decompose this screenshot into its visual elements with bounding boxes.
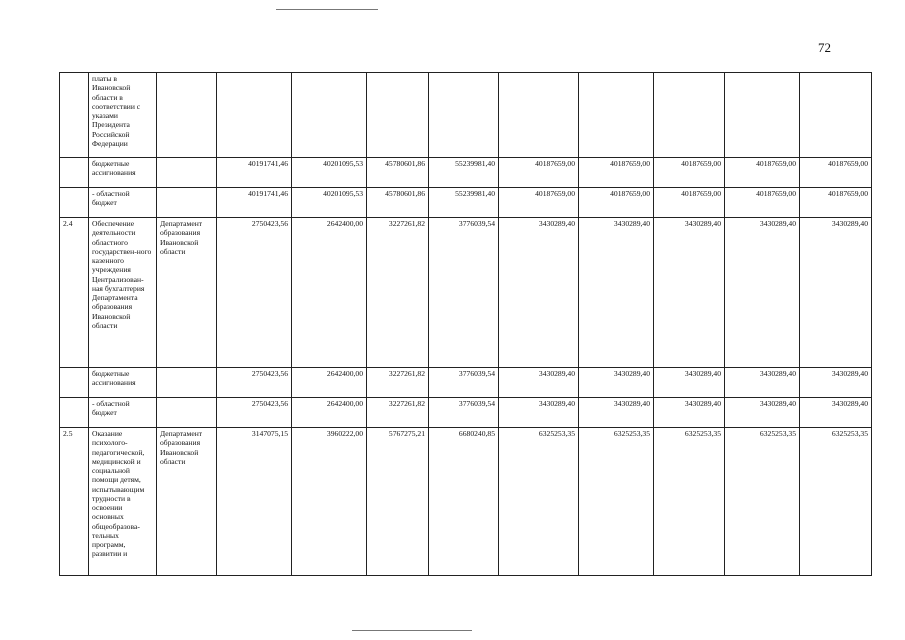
amount-cell: 3430289,40 <box>725 398 800 428</box>
amount-cell: 3227261,82 <box>367 218 429 368</box>
amount-cell <box>367 73 429 158</box>
amount-cell <box>217 73 292 158</box>
header-rule <box>276 9 378 10</box>
amount-cell: 40187659,00 <box>654 188 725 218</box>
amount-cell: 3430289,40 <box>654 368 725 398</box>
amount-cell: 6325253,35 <box>579 428 654 576</box>
item-name-cell <box>89 158 157 188</box>
amount-cell: 3430289,40 <box>579 368 654 398</box>
amount-cell: 3430289,40 <box>579 398 654 428</box>
item-code-cell <box>60 368 89 398</box>
amount-cell: 55239981,40 <box>429 188 499 218</box>
item-name-text: бюджетные ассигнования <box>92 369 136 388</box>
amount-cell: 2750423,56 <box>217 218 292 368</box>
amount-cell: 40187659,00 <box>654 158 725 188</box>
amount-cell <box>429 73 499 158</box>
amount-cell: 2750423,56 <box>217 368 292 398</box>
amount-cell: 40187659,00 <box>579 188 654 218</box>
item-code-cell <box>60 188 89 218</box>
amount-cell: 6680240,85 <box>429 428 499 576</box>
amount-cell: 6325253,35 <box>725 428 800 576</box>
executor-cell <box>157 398 217 428</box>
amount-cell <box>800 73 872 158</box>
amount-cell: 45780601,86 <box>367 188 429 218</box>
amount-cell: 5767275,21 <box>367 428 429 576</box>
amount-cell: 3430289,40 <box>499 218 579 368</box>
amount-cell: 6325253,35 <box>654 428 725 576</box>
amount-cell <box>292 73 367 158</box>
amount-cell: 3430289,40 <box>654 398 725 428</box>
amount-cell <box>725 73 800 158</box>
budget-table <box>59 72 872 576</box>
amount-cell: 3430289,40 <box>654 218 725 368</box>
amount-cell: 3776039,54 <box>429 368 499 398</box>
executor-cell <box>157 428 217 576</box>
executor-cell <box>157 158 217 188</box>
amount-cell: 40187659,00 <box>579 158 654 188</box>
footer-rule <box>352 630 472 631</box>
amount-cell: 2642400,00 <box>292 218 367 368</box>
amount-cell: 3430289,40 <box>800 398 872 428</box>
amount-cell: 40201095,53 <box>292 158 367 188</box>
table-row <box>60 73 872 158</box>
item-code-cell <box>60 398 89 428</box>
amount-cell: 3227261,82 <box>367 398 429 428</box>
amount-cell: 3430289,40 <box>725 218 800 368</box>
item-code-cell <box>60 158 89 188</box>
table-row <box>60 428 872 576</box>
amount-cell: 40187659,00 <box>499 158 579 188</box>
executor-cell <box>157 368 217 398</box>
item-name-cell <box>89 368 157 398</box>
amount-cell: 3430289,40 <box>800 218 872 368</box>
item-code-cell: 2.5 <box>60 428 89 576</box>
item-code-cell <box>60 73 89 158</box>
amount-cell: 40187659,00 <box>499 188 579 218</box>
amount-cell: 40191741,46 <box>217 158 292 188</box>
amount-cell: 3776039,54 <box>429 218 499 368</box>
executor-cell <box>157 73 217 158</box>
item-name-text: Оказание психолого-педагогической, медицинской и социальной помощи детям, испытывающим трудности в освоении основных общеобразова-тельных программ, развитии и <box>92 429 145 559</box>
amount-cell: 2750423,56 <box>217 398 292 428</box>
item-name-text: бюджетные ассигнования <box>92 159 136 178</box>
item-name-cell <box>89 218 157 368</box>
item-name-text: - областной бюджет <box>92 399 130 418</box>
executor-cell <box>157 188 217 218</box>
amount-cell: 3430289,40 <box>725 368 800 398</box>
item-name-cell <box>89 398 157 428</box>
table-row <box>60 188 872 218</box>
amount-cell: 6325253,35 <box>499 428 579 576</box>
executor-text: Департамент образования Ивановской области <box>160 429 203 466</box>
amount-cell: 6325253,35 <box>800 428 872 576</box>
amount-cell <box>654 73 725 158</box>
amount-cell <box>579 73 654 158</box>
item-name-text: Обеспечение деятельности областного государствен-ного казенного учреждения Централизован-ная бухгалтерия Департамента образования Ивановской области <box>92 219 152 330</box>
amount-cell: 3430289,40 <box>499 398 579 428</box>
item-name-text: платы в Ивановской области в соответствии с указами Президента Российской Федерации <box>92 74 141 148</box>
executor-text: Департамент образования Ивановской области <box>160 219 203 256</box>
amount-cell: 45780601,86 <box>367 158 429 188</box>
table-row <box>60 158 872 188</box>
amount-cell: 2642400,00 <box>292 368 367 398</box>
page-number: 72 <box>818 40 831 55</box>
item-name-cell <box>89 73 157 158</box>
amount-cell: 40187659,00 <box>725 158 800 188</box>
amount-cell: 2642400,00 <box>292 398 367 428</box>
table-row <box>60 368 872 398</box>
amount-cell: 40191741,46 <box>217 188 292 218</box>
item-name-text: - областной бюджет <box>92 189 130 208</box>
amount-cell: 3430289,40 <box>579 218 654 368</box>
amount-cell: 3227261,82 <box>367 368 429 398</box>
amount-cell: 3430289,40 <box>499 368 579 398</box>
amount-cell: 3960222,00 <box>292 428 367 576</box>
amount-cell: 40187659,00 <box>800 158 872 188</box>
amount-cell <box>499 73 579 158</box>
table-row <box>60 218 872 368</box>
item-name-cell <box>89 188 157 218</box>
item-name-cell <box>89 428 157 576</box>
amount-cell: 40187659,00 <box>725 188 800 218</box>
table-row <box>60 398 872 428</box>
amount-cell: 40201095,53 <box>292 188 367 218</box>
executor-cell <box>157 218 217 368</box>
amount-cell: 3147075,15 <box>217 428 292 576</box>
amount-cell: 3430289,40 <box>800 368 872 398</box>
amount-cell: 55239981,40 <box>429 158 499 188</box>
item-code-cell: 2.4 <box>60 218 89 368</box>
amount-cell: 3776039,54 <box>429 398 499 428</box>
amount-cell: 40187659,00 <box>800 188 872 218</box>
